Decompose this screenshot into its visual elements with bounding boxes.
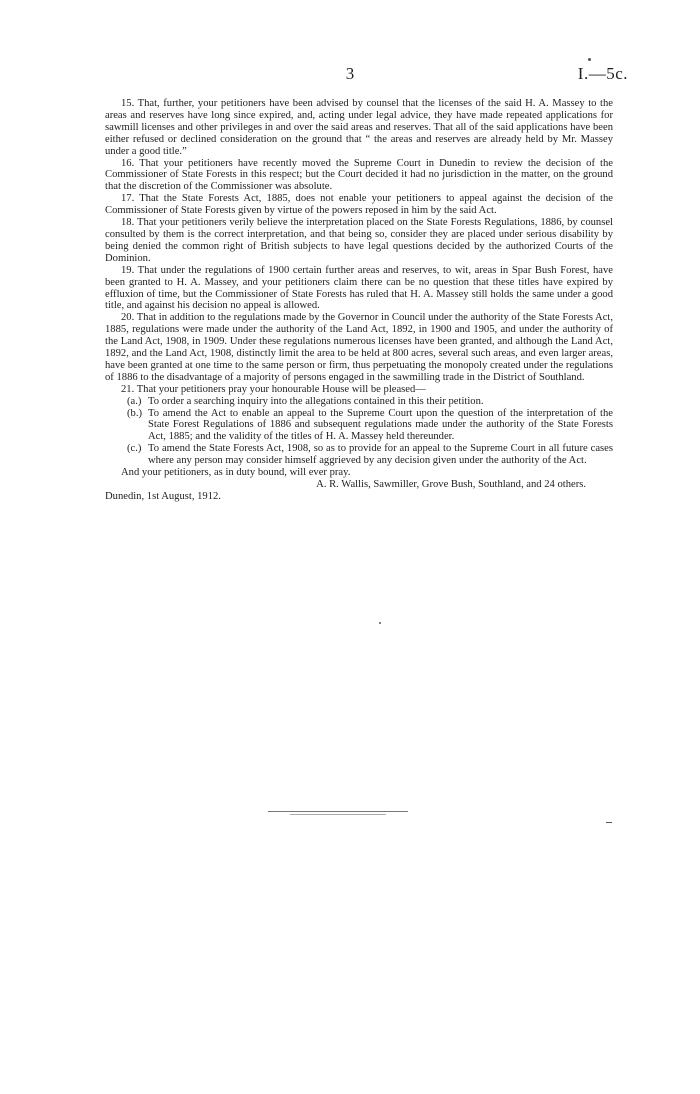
scan-speck xyxy=(379,622,381,624)
page-number: 3 xyxy=(345,64,355,83)
place-date-line: Dunedin, 1st August, 1912. xyxy=(105,490,221,502)
prayer-item-marker: (a.) xyxy=(127,395,142,407)
document-reference: I.—5c. xyxy=(577,64,628,83)
end-rule-shadow xyxy=(290,814,386,815)
prayer-item-text: To order a searching inquiry into the allegations contained in this their petition. xyxy=(148,395,484,407)
prayer-item-text: To amend the State Forests Act, 1908, so as to provide for an appeal to the Supreme Court in all future cases where any person may consider himself aggrieved by any decision given under the authority of the Act. xyxy=(148,443,613,467)
prayer-list xyxy=(105,396,613,467)
paragraph-20: 20. That in addition to the regulations made by the Governor in Council under the authority of the State Forests Act, 1885, regulations were made under the authority of the Land Act, 1892, in 1900 and 1905, and under the authority of the Land Act, 1908, in 1909. Under these regulations numerous licenses have been granted, and although the Land Act, 1892, and the Land Act, 1908, distinctly limit the area to be held at 800 acres, several such areas, and even larger areas, have been granted at one time to the same person or firm, thus perpetuating the monopoly created under the regulations of 1886 to the disadvantage of a majority of persons engaged in the sawmilling trade in the District of Southland. xyxy=(105,312,613,383)
prayer-item-c xyxy=(105,443,613,467)
prayer-item-marker: (c.) xyxy=(127,443,142,455)
paragraph-16: 16. That your petitioners have recently moved the Supreme Court in Dunedin to review the decision of the Commissioner of State Forests in this respect; but the Court decided it had no jurisdiction in the matter, on the ground that the discretion of the Commissioner was absolute. xyxy=(105,157,613,193)
end-rule xyxy=(268,811,408,812)
petition-body xyxy=(105,98,613,503)
paragraph-19: 19. That under the regulations of 1900 certain further areas and reserves, to wit, areas in Spar Bush Forest, have been granted to H. A. Massey, and your petitioners claim there can be no question that these titles have expired by effluxion of time, but the Commissioner of State Forests has ruled that H. A. Massey still holds the same under a good title, and against his decision no appeal is allowed. xyxy=(105,264,613,312)
prayer-item-b xyxy=(105,408,613,444)
prayer-item-text: To amend the Act to enable an appeal to the Supreme Court upon the question of the interpretation of the State Forest Regulations of 1886 and subsequent regulations made under the authority of the State Forests Act, 1885; and the validity of the titles of H. A. Massey held thereunder. xyxy=(148,407,613,443)
prayer-item-a xyxy=(105,396,613,408)
paragraph-21: 21. That your petitioners pray your honourable House will be pleased— xyxy=(121,383,426,395)
signature-line: A. R. Wallis, Sawmiller, Grove Bush, Southland, and 24 others. xyxy=(316,479,586,490)
paragraph-18: 18. That your petitioners verily believe the interpretation placed on the State Forests Regulations, 1886, by counsel consulted by them is the correct interpretation, and that being so, consider they are placed under serious disability by being denied the common right of British subjects to have legal questions decided by the authorized Courts of the Dominion. xyxy=(105,217,613,264)
prayer-item-marker: (b.) xyxy=(127,407,143,419)
closing-line: And your petitioners, as in duty bound, will ever pray. xyxy=(121,467,351,479)
scan-speck xyxy=(588,58,591,61)
paragraph-15: 15. That, further, your petitioners have been advised by counsel that the licenses of the said H. A. Massey to the areas and reserves have long since expired, and, acting under legal advice, they have made repeated applications for sawmill licenses and other privileges in and over the said areas and reserves. That all of the said applications have been either refused or declined consideration on the ground that “ the areas and reserves are already held by Mr. Massey under a good title.” xyxy=(105,98,613,157)
scan-speck xyxy=(606,822,612,823)
paragraph-17: 17. That the State Forests Act, 1885, does not enable your petitioners to appeal against the decision of the Commissioner of State Forests given by virtue of the powers reposed in him by the said Act. xyxy=(105,193,613,217)
